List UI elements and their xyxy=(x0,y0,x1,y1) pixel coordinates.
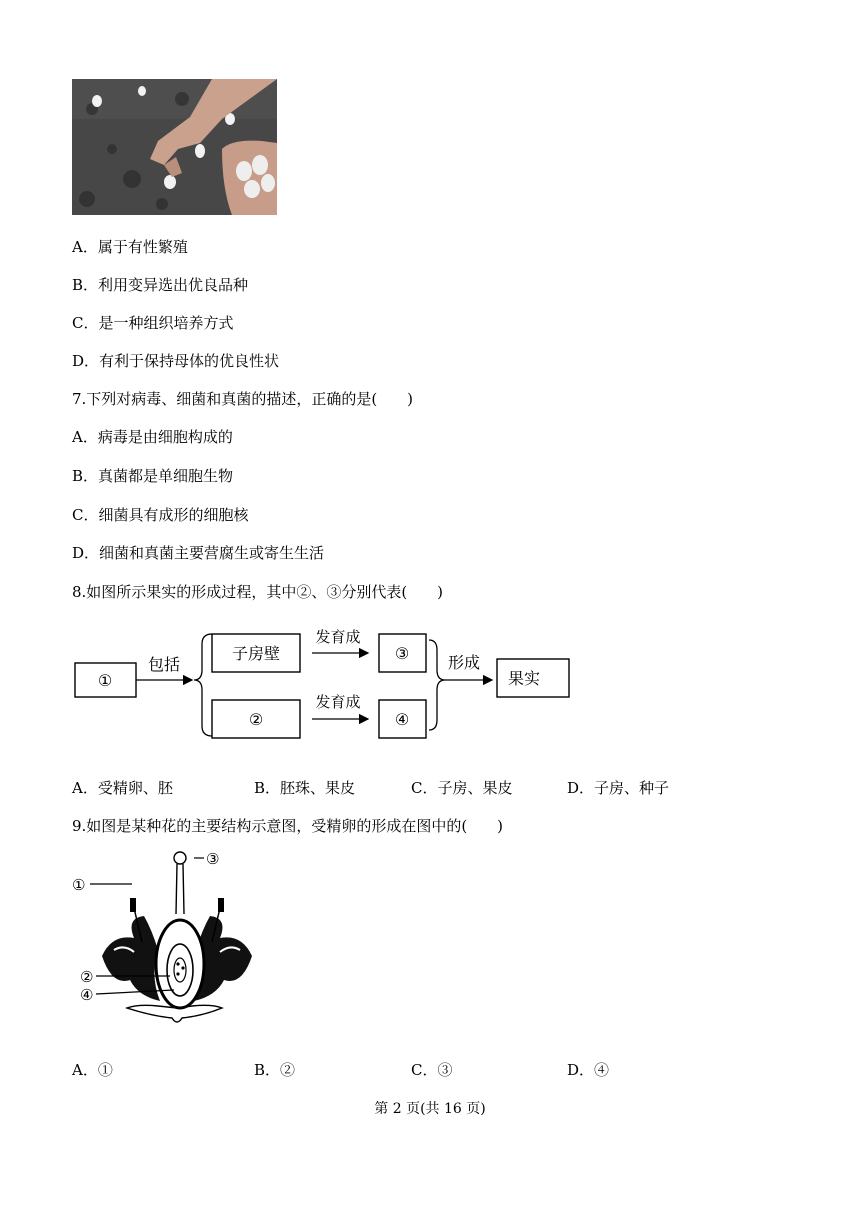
q6-option-a: A．属于有性繁殖 xyxy=(72,238,188,256)
q6-option-d: D．有利于保持母体的优良性状 xyxy=(72,352,280,370)
flower-label-4: ④ xyxy=(80,986,94,1004)
q7-option-c: C．细菌具有成形的细胞核 xyxy=(72,506,249,524)
q8-option-b: B．胚珠、果皮 xyxy=(254,779,356,797)
q8-option-a: A．受精卵、胚 xyxy=(72,779,173,797)
flower-label-1: ① xyxy=(72,876,86,894)
q7-option-a: A．病毒是由细胞构成的 xyxy=(72,428,233,446)
diagram-develop-label-2: 发育成 xyxy=(315,693,361,711)
diagram-form-label: 形成 xyxy=(447,653,481,672)
q9-option-d: D．④ xyxy=(567,1061,610,1079)
q6-option-b: B．利用变异选出优良品种 xyxy=(72,276,249,294)
q9-stem: 9.如图是某种花的主要结构示意图，受精卵的形成在图中的( ) xyxy=(72,817,504,835)
flower-structure-diagram xyxy=(72,846,282,1030)
diagram-box-3-label: ③ xyxy=(394,644,410,663)
flower-stigma xyxy=(174,852,186,864)
diagram-include-label: 包括 xyxy=(147,655,181,674)
q6-option-c: C．是一种组织培养方式 xyxy=(72,314,234,332)
diagram-box-1-label: ① xyxy=(97,671,113,690)
page-footer: 第 2 页(共 16 页) xyxy=(374,1101,486,1117)
q8-option-d: D．子房、种子 xyxy=(567,779,670,797)
q7-option-b: B．真菌都是单细胞生物 xyxy=(72,467,234,485)
diagram-box-2-label: ② xyxy=(248,710,264,729)
q9-option-b: B．② xyxy=(254,1061,296,1079)
flower-petal-left xyxy=(102,916,160,1001)
diagram-box-4-label: ④ xyxy=(394,710,410,729)
q8-option-c: C．子房、果皮 xyxy=(411,779,513,797)
q9-option-a: A．① xyxy=(72,1061,113,1079)
flower-label-2: ② xyxy=(80,968,94,986)
flower-label-3: ③ xyxy=(206,850,220,868)
q7-option-d: D．细菌和真菌主要营腐生或寄生生活 xyxy=(72,544,325,562)
q8-stem: 8.如图所示果实的形成过程，其中②、③分别代表( ) xyxy=(72,583,444,601)
garlic-planting-photo xyxy=(72,79,277,215)
diagram-develop-label-1: 发育成 xyxy=(315,628,361,646)
fruit-formation-diagram xyxy=(72,626,577,752)
diagram-ovary-wall-label: 子房壁 xyxy=(231,644,281,663)
diagram-fruit-label: 果实 xyxy=(507,669,541,688)
q9-option-c: C．③ xyxy=(411,1061,453,1079)
q7-stem: 7.下列对病毒、细菌和真菌的描述，正确的是( ) xyxy=(72,390,414,408)
